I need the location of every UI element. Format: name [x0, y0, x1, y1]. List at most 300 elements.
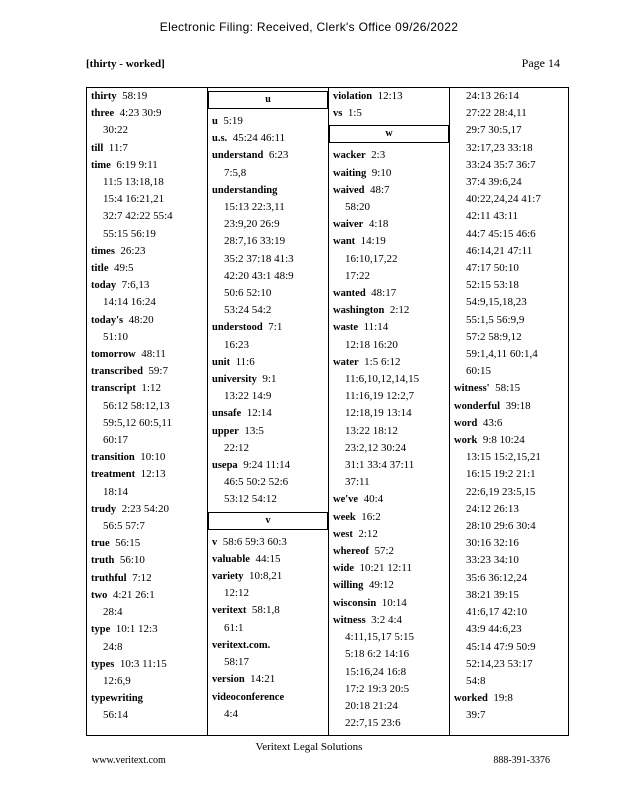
- index-term: upper: [212, 425, 239, 437]
- page-line-refs: 57:2: [374, 545, 395, 558]
- page-line-refs: 14:19: [360, 235, 386, 248]
- index-entry: [329, 577, 449, 594]
- index-entry: [87, 88, 207, 105]
- index-entry: [450, 380, 570, 397]
- index-entry: [329, 88, 449, 105]
- index-entry: [87, 105, 207, 139]
- page-line-refs: 51:10: [103, 330, 129, 343]
- page-line-refs: 10:3 11:15: [119, 657, 167, 670]
- index-entry: [208, 534, 328, 551]
- index-entry-line: [91, 88, 207, 105]
- section-letter-header: u: [208, 91, 328, 109]
- index-entry-line: [91, 656, 207, 673]
- page-line-refs: 26:23: [120, 244, 146, 257]
- index-entry: [329, 285, 449, 302]
- index-entry-line: [91, 157, 207, 174]
- index-term: witness: [333, 614, 366, 626]
- index-entry-line: [454, 88, 570, 105]
- index-entry-line: [333, 612, 449, 629]
- page-line-refs: 10:21 12:11: [359, 562, 412, 575]
- index-term: wisconsin: [333, 597, 377, 609]
- index-entry: [87, 380, 207, 449]
- page-line-refs: 32:7 42:22 55:4: [103, 210, 173, 223]
- page-line-refs: 11:6: [235, 355, 255, 368]
- index-entry: [208, 371, 328, 405]
- index-term: waived: [333, 184, 365, 196]
- index-entry-line: [454, 398, 570, 415]
- page-line-refs: 7:5,8: [224, 166, 247, 179]
- index-term: worked: [454, 693, 488, 705]
- index-entry-line: [333, 285, 449, 302]
- index-entry: [329, 543, 449, 560]
- index-term: variety: [212, 571, 244, 583]
- index-entry-line: [91, 346, 207, 363]
- page-line-refs: 1:5: [347, 107, 362, 120]
- page-line-refs: 42:11 43:11: [466, 210, 519, 223]
- page-line-refs: 15:16,24 16:8: [345, 665, 407, 678]
- index-entry: [87, 690, 207, 724]
- page-line-refs: 7:12: [132, 571, 152, 584]
- page-line-refs: 59:1,4,11 60:1,4: [466, 348, 538, 361]
- page-line-refs: 52:14,23 53:17: [466, 657, 533, 670]
- index-entry-line: [91, 312, 207, 329]
- page-line-refs: 60:17: [103, 434, 129, 447]
- page-line-refs: 48:7: [370, 183, 390, 196]
- index-term: veritext: [212, 605, 247, 617]
- index-entry-line: [333, 233, 449, 250]
- index-term: videoconference: [212, 691, 285, 703]
- page-line-refs: 12:12: [224, 587, 250, 600]
- page-line-refs: 14:14 16:24: [103, 296, 156, 309]
- page-line-refs: 53:12 54:12: [224, 493, 277, 506]
- page-line-refs: 43:9 44:6,23: [466, 623, 522, 636]
- page-line-refs: 10:1 12:3: [115, 623, 158, 636]
- page-line-refs: 53:24 54:2: [224, 304, 272, 317]
- page-line-refs: 4:11,15,17 5:15: [345, 631, 414, 644]
- index-entry: [450, 398, 570, 415]
- index-term: veritext.com.: [212, 639, 271, 651]
- index-entry-line: [212, 551, 328, 568]
- index-term: waiver: [333, 219, 364, 231]
- index-term: vs: [333, 108, 343, 120]
- index-entry-line: [91, 380, 207, 397]
- index-term: transcribed: [91, 366, 143, 378]
- index-entry: [87, 466, 207, 500]
- index-term: transition: [91, 452, 135, 464]
- index-entry: [208, 147, 328, 181]
- index-entry-line: [454, 690, 570, 707]
- index-term: type: [91, 624, 111, 636]
- index-entry: [87, 312, 207, 346]
- page-line-refs: 35:6 36:12,24: [466, 571, 528, 584]
- index-term: whereof: [333, 546, 369, 558]
- index-entry-line: [91, 535, 207, 552]
- page-line-refs: 30:16 32:16: [466, 537, 519, 550]
- page-line-refs: 12:14: [246, 407, 272, 420]
- page-line-refs: 2:3: [371, 149, 386, 162]
- index-term: thirty: [91, 91, 117, 102]
- index-entry: [208, 568, 328, 602]
- index-entry: [87, 552, 207, 569]
- page-line-refs: 3:2 4:4: [371, 613, 403, 626]
- page-line-refs: 28:4: [103, 606, 123, 619]
- page-line-refs: 12:18,19 13:14: [345, 407, 412, 420]
- index-entry: [208, 423, 328, 457]
- page-line-refs: 1:5 6:12: [364, 355, 401, 368]
- page-line-refs: 10:8,21: [249, 570, 283, 583]
- page-line-refs: 11:16,19 12:2,7: [345, 390, 414, 403]
- index-column-4: [449, 88, 570, 735]
- index-term: witness': [454, 383, 490, 395]
- page-line-refs: 55:15 56:19: [103, 227, 156, 240]
- page-line-refs: 12:6,9: [103, 674, 131, 687]
- index-entry-line: [333, 577, 449, 594]
- page-line-refs: 49:12: [368, 579, 394, 592]
- index-entry-line: [333, 182, 449, 199]
- page-line-refs: 16:2: [361, 510, 381, 523]
- index-entry-line: [212, 637, 328, 654]
- page-line-refs: 56:5 57:7: [103, 520, 145, 533]
- index-entry: [450, 690, 570, 724]
- page-line-refs: 59:7: [148, 365, 168, 378]
- page-line-refs: 58:17: [224, 656, 250, 669]
- page-line-refs: 35:2 37:18 41:3: [224, 252, 294, 265]
- index-entry: [329, 612, 449, 732]
- page-line-refs: 18:14: [103, 485, 129, 498]
- index-term: waiting: [333, 167, 367, 179]
- index-entry: [329, 560, 449, 577]
- page-line-refs: 46:14,21 47:11: [466, 244, 533, 257]
- page-line-refs: 40:22,24,24 41:7: [466, 193, 541, 206]
- index-entry: [87, 157, 207, 243]
- page-line-refs: 6:23: [268, 149, 289, 162]
- page-line-refs: 39:7: [466, 709, 486, 722]
- page-line-refs: 12:18 16:20: [345, 338, 398, 351]
- index-entry: [329, 182, 449, 216]
- index-entry: [329, 526, 449, 543]
- index-entry-line: [333, 302, 449, 319]
- index-entry-line: [91, 363, 207, 380]
- index-term: water: [333, 356, 359, 368]
- index-term: today's: [91, 314, 124, 326]
- page-line-refs: 32:17,23 33:18: [466, 141, 533, 154]
- page-line-refs: 11:5 13:18,18: [103, 176, 164, 189]
- page-line-refs: 11:7: [108, 141, 128, 154]
- page-line-refs: 39:18: [505, 399, 531, 412]
- index-entry-line: [454, 380, 570, 397]
- index-term: types: [91, 658, 115, 670]
- index-term: unsafe: [212, 408, 242, 420]
- index-term: wacker: [333, 150, 366, 162]
- index-entry: [208, 113, 328, 130]
- index-term: version: [212, 674, 245, 686]
- page-line-refs: 29:7 30:5,17: [466, 124, 522, 137]
- page-line-refs: 15:4 16:21,21: [103, 193, 165, 206]
- index-term: wanted: [333, 288, 366, 300]
- index-entry-line: [333, 88, 449, 105]
- index-entry: [208, 354, 328, 371]
- page-range: [thirty - worked]: [86, 58, 165, 70]
- index-entry-line: [91, 105, 207, 122]
- index-entry-line: [212, 130, 328, 147]
- footer-website: www.veritext.com: [92, 755, 166, 766]
- page-line-refs: 45:14 47:9 50:9: [466, 640, 536, 653]
- page-line-refs: 11:14: [363, 321, 389, 334]
- index-entry: [450, 415, 570, 432]
- index-entry: [208, 689, 328, 723]
- page-line-refs: 4:4: [224, 707, 239, 720]
- page-line-refs: 44:7 45:15 46:6: [466, 227, 536, 240]
- page-line-refs: 41:6,17 42:10: [466, 606, 528, 619]
- page-line-refs: 54:8: [466, 674, 486, 687]
- page-number: Page 14: [521, 56, 560, 70]
- index-term: we've: [333, 494, 359, 506]
- index-entry-line: [91, 449, 207, 466]
- page-line-refs: 37:11: [345, 476, 370, 489]
- index-entry: [87, 346, 207, 363]
- index-entry: [450, 432, 570, 690]
- page-line-refs: 45:24 46:11: [232, 132, 286, 145]
- page-line-refs: 52:15 53:18: [466, 279, 519, 292]
- index-entry: [208, 637, 328, 671]
- page-line-refs: 58:19: [122, 90, 148, 102]
- index-entry: [87, 449, 207, 466]
- page-line-refs: 58:20: [345, 201, 371, 214]
- index-entry: [208, 551, 328, 568]
- index-entry-line: [333, 165, 449, 182]
- index-term: three: [91, 108, 115, 120]
- page-line-refs: 6:19 9:11: [116, 158, 158, 171]
- page-line-refs: 61:1: [224, 621, 244, 634]
- index-entry: [87, 535, 207, 552]
- index-entry: [87, 277, 207, 311]
- index-term: willing: [333, 580, 364, 592]
- page-line-refs: 2:23 54:20: [121, 502, 169, 515]
- page-line-refs: 50:6 52:10: [224, 287, 272, 300]
- page-line-refs: 15:13 22:3,11: [224, 201, 285, 214]
- index-entry: [87, 260, 207, 277]
- index-entry-line: [91, 587, 207, 604]
- index-term: understanding: [212, 184, 278, 196]
- page-line-refs: 24:13 26:14: [466, 90, 519, 102]
- index-entry-line: [212, 689, 328, 706]
- page-line-refs: 13:22 18:12: [345, 424, 398, 437]
- index-entry-line: [212, 113, 328, 130]
- page-line-refs: 4:23 30:9: [119, 107, 162, 120]
- index-entry: [329, 595, 449, 612]
- page-line-refs: 10:14: [381, 596, 407, 609]
- index-term: times: [91, 245, 115, 257]
- index-term: typewriting: [91, 693, 143, 705]
- index-term: waste: [333, 322, 359, 334]
- index-term: word: [454, 417, 478, 429]
- index-term: wonderful: [454, 400, 501, 412]
- page-line-refs: 5:19: [223, 115, 243, 127]
- index-column-3: [328, 88, 449, 735]
- index-entry-line: [454, 432, 570, 449]
- index-entry-line: [212, 423, 328, 440]
- index-entry-line: [333, 147, 449, 164]
- page-line-refs: 14:21: [250, 673, 276, 686]
- page-line-refs: 44:15: [255, 552, 281, 565]
- index-entry-line: [91, 140, 207, 157]
- page-line-refs: 58:1,8: [251, 604, 280, 617]
- page-line-refs: 17:2 19:3 20:5: [345, 682, 410, 695]
- index-term: understand: [212, 150, 264, 162]
- page-line-refs: 38:21 39:15: [466, 588, 519, 601]
- page-line-refs: 56:14: [103, 709, 129, 722]
- page-line-refs: 48:11: [141, 348, 166, 361]
- page-line-refs: 5:18 6:2 14:16: [345, 648, 410, 661]
- page-line-refs: 11:6,10,12,14,15: [345, 373, 420, 386]
- section-letter-header: v: [208, 512, 328, 530]
- page-line-refs: 55:1,5 56:9,9: [466, 313, 525, 326]
- page-line-refs: 13:15 15:2,15,21: [466, 451, 541, 464]
- page-line-refs: 7:6,13: [121, 279, 150, 292]
- page-line-refs: 31:1 33:4 37:11: [345, 459, 415, 472]
- page-line-refs: 4:18: [368, 218, 389, 231]
- index-entry-line: [333, 354, 449, 371]
- page-line-refs: 24:12 26:13: [466, 502, 519, 515]
- index-term: week: [333, 511, 356, 523]
- index-entry-line: [91, 690, 207, 707]
- index-entry-line: [212, 147, 328, 164]
- index-term: today: [91, 280, 117, 292]
- index-term: v: [212, 536, 218, 548]
- section-letter-header: w: [329, 125, 449, 143]
- index-table: [86, 87, 569, 736]
- index-entry: [87, 570, 207, 587]
- page-line-refs: 9:1: [262, 373, 277, 386]
- page-line-refs: 33:24 35:7 36:7: [466, 158, 536, 171]
- index-entry-line: [91, 552, 207, 569]
- page-line-refs: 27:22 28:4,11: [466, 107, 527, 120]
- index-term: washington: [333, 305, 385, 317]
- page-line-refs: 58:6 59:3 60:3: [222, 535, 287, 548]
- index-entry: [329, 233, 449, 285]
- index-entry: [208, 319, 328, 353]
- footer-company: Veritext Legal Solutions: [255, 741, 363, 753]
- index-term: tomorrow: [91, 349, 136, 361]
- index-entry-line: [212, 534, 328, 551]
- index-entry-line: [333, 560, 449, 577]
- index-entry: [450, 88, 570, 380]
- page-line-refs: 2:12: [389, 304, 410, 317]
- page-line-refs: 60:15: [466, 365, 492, 378]
- index-entry-line: [333, 491, 449, 508]
- page-line-refs: 56:12 58:12,13: [103, 399, 170, 412]
- page-line-refs: 9:24 11:14: [243, 459, 291, 472]
- index-entry-line: [91, 501, 207, 518]
- index-entry: [87, 243, 207, 260]
- index-entry: [87, 656, 207, 690]
- index-term: wide: [333, 563, 354, 575]
- page-line-refs: 4:21 26:1: [112, 588, 155, 601]
- page-line-refs: 47:17 50:10: [466, 262, 519, 275]
- index-term: time: [91, 159, 111, 171]
- index-term: west: [333, 528, 353, 540]
- footer-phone: 888-391-3376: [493, 755, 550, 766]
- filing-header: Electronic Filing: Received, Clerk's Office 09/26/2022: [159, 20, 459, 34]
- page-line-refs: 19:8: [493, 692, 513, 705]
- page-line-refs: 37:4 39:6,24: [466, 176, 522, 189]
- page-line-refs: 22:6,19 23:5,15: [466, 485, 536, 498]
- page-line-refs: 28:7,16 33:19: [224, 235, 286, 248]
- page-line-refs: 48:20: [128, 313, 154, 326]
- page-line-refs: 33:23 34:10: [466, 554, 519, 567]
- index-entry-line: [212, 319, 328, 336]
- index-entry-line: [212, 568, 328, 585]
- index-entry: [87, 587, 207, 621]
- index-entry-line: [91, 277, 207, 294]
- index-entry: [87, 621, 207, 655]
- index-entry: [329, 319, 449, 353]
- index-term: violation: [333, 91, 373, 102]
- index-entry-line: [212, 371, 328, 388]
- page-line-refs: 9:10: [371, 166, 392, 179]
- index-term: truth: [91, 555, 115, 567]
- index-entry-line: [333, 216, 449, 233]
- page-line-refs: 9:8 10:24: [482, 434, 525, 447]
- index-term: university: [212, 374, 257, 386]
- index-term: usepa: [212, 460, 238, 472]
- page-line-refs: 49:5: [114, 262, 134, 275]
- page-line-refs: 30:22: [103, 124, 129, 137]
- index-entry-line: [212, 602, 328, 619]
- page-line-refs: 24:8: [103, 640, 123, 653]
- page-line-refs: 7:1: [268, 321, 283, 334]
- index-entry: [87, 140, 207, 157]
- index-entry-line: [212, 457, 328, 474]
- index-entry: [329, 302, 449, 319]
- index-term: treatment: [91, 469, 136, 481]
- page-line-refs: 56:15: [115, 537, 141, 550]
- index-entry: [208, 602, 328, 636]
- index-entry-line: [333, 105, 449, 122]
- page-line-refs: 16:15 19:2 21:1: [466, 468, 536, 481]
- index-column-1: [87, 88, 207, 735]
- index-term: unit: [212, 356, 231, 368]
- index-entry-line: [212, 182, 328, 199]
- page-line-refs: 16:23: [224, 338, 250, 351]
- index-entry: [87, 363, 207, 380]
- index-entry-line: [91, 260, 207, 277]
- page-line-refs: 23:2,12 30:24: [345, 441, 407, 454]
- index-term: work: [454, 435, 478, 447]
- index-term: true: [91, 538, 110, 550]
- index-entry: [87, 501, 207, 535]
- page-line-refs: 43:6: [482, 416, 503, 429]
- page-line-refs: 58:15: [495, 382, 521, 395]
- page-line-refs: 42:20 43:1 48:9: [224, 269, 294, 282]
- index-column-2: [207, 88, 328, 735]
- index-term: want: [333, 236, 356, 248]
- index-entry-line: [333, 595, 449, 612]
- index-entry-line: [333, 319, 449, 336]
- index-entry-line: [333, 526, 449, 543]
- page-line-refs: 20:18 21:24: [345, 699, 398, 712]
- index-term: trudy: [91, 503, 117, 515]
- index-entry-line: [333, 509, 449, 526]
- page-line-refs: 12:13: [377, 90, 403, 102]
- index-entry-line: [212, 671, 328, 688]
- index-entry-line: [91, 621, 207, 638]
- index-entry: [208, 130, 328, 147]
- index-entry-line: [91, 243, 207, 260]
- index-entry: [208, 405, 328, 422]
- page-line-refs: 13:5: [244, 424, 264, 437]
- index-term: truthful: [91, 572, 127, 584]
